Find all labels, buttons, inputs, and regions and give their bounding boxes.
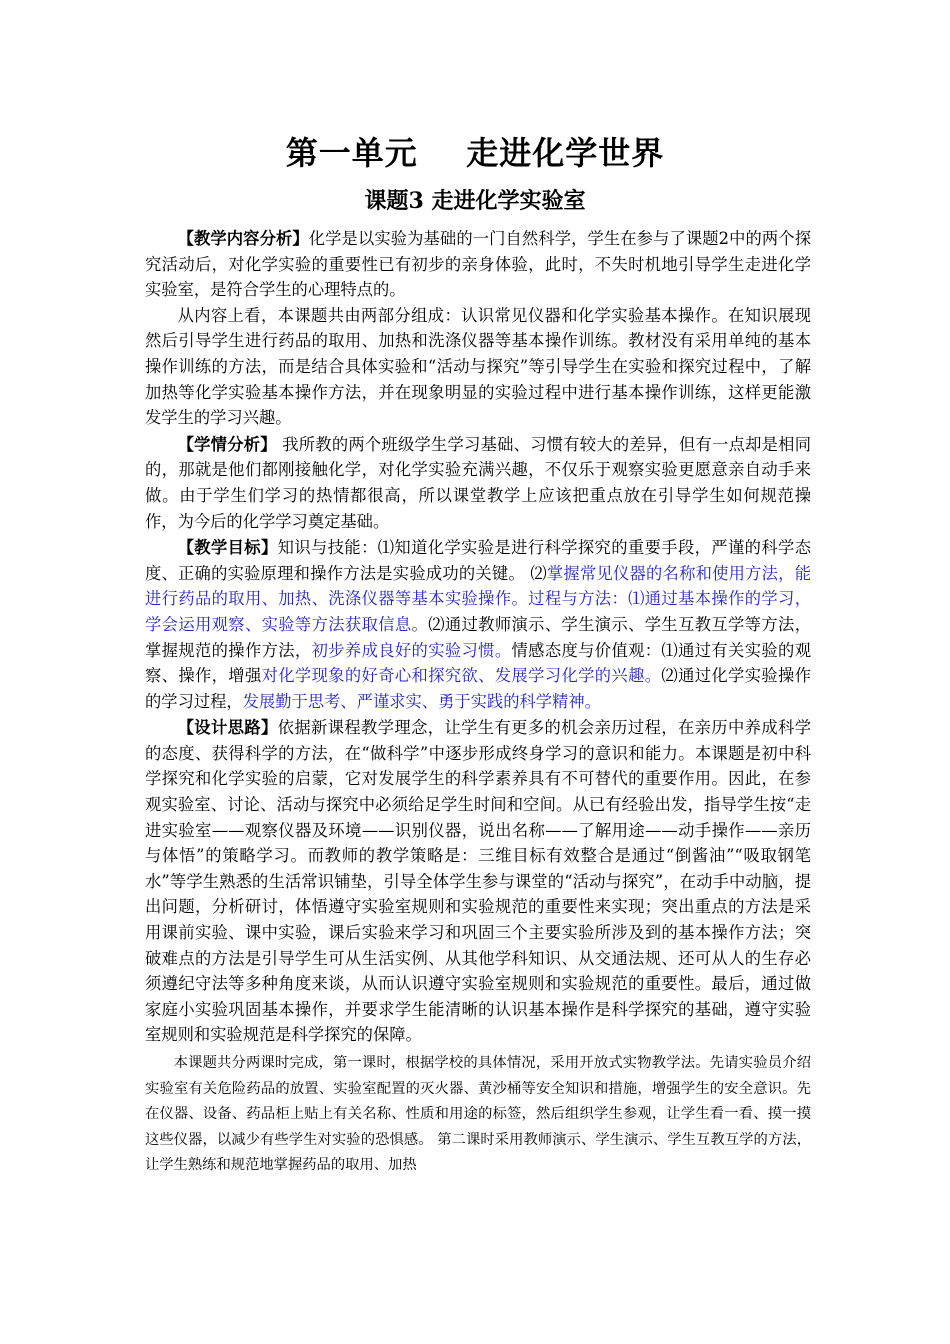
section-label-teaching-goals: 【教学目标】 — [177, 538, 278, 558]
goals-text-3: ⑵通过教师演示、学生演示、学生互教互学等方法，掌握规范的操作方法， — [145, 614, 811, 660]
design-ideas-text: 依据新课程教学理念，让学生有更多的机会亲历过程，在亲历中养成科学的态度、获得科学的方法，在“做科学”中逐步形成终身学习的意识和能力。本课题是初中科学探究和化学实验的启蒙，它对发展学生的科学素养具有不可替代的重要作用。因此，在参观实验室、讨论、活动与探究中必须给足学生时间和空间。从已有经验出发，指导学生按“走进实验室——观察仪器及环境——识别仪器，说出名称——了解用途——动手操作——亲历与体悟”的策略学习。而教师的教学策略是：三维目标有效整合是通过“倒酱油”“吸取钢笔水”等学生熟悉的生活常识铺垫，引导全体学生参与课堂的“活动与探究”，在动手中动脑，提出问题，分析研讨，体悟遵守实验室规则和实验规范的重要性来实现；突出重点的方法是采用课前实验、课中实验，课后实验来学习和巩固三个主要实验所涉及到的基本操作方法；突破难点的方法是引导学生可从生活实例、从其他学科知识、从交通法规、还可从人的生存必须遵纪守法等多种角度来谈，从而认识遵守实验室规则和实验规范的重要性。最后，通过做家庭小实验巩固基本操作，并要求学生能清晰的认识基本操作是科学探究的基础，遵守实验室规则和实验规范是科学探究的保障。 — [145, 718, 811, 1045]
content-overview-text: 从内容上看，本课题共由两部分组成：认识常见仪器和化学实验基本操作。在知识展现然后引导学生进行药品的取用、加热和洗涤仪器等基本操作训练。教材没有采用单纯的基本操作训练的方法，而是结合具体实验和“活动与探究”等引导学生在实验和探究过程中，了解加热等化学实验基本操作方法，并在现象明显的实验过程中进行基本操作训练，这样更能激发学生的学习兴趣。 — [145, 305, 811, 428]
unit-title: 第一单元 走进化学世界 — [285, 134, 665, 172]
paragraph-design-ideas — [145, 715, 811, 1048]
paragraph-lesson-schedule — [145, 1051, 811, 1179]
section-label-student-analysis: 【学情分析】 — [177, 434, 277, 454]
lesson-title: 课题3 走进化学实验室 — [364, 188, 586, 214]
goals-text-5: 情感态度与价值观：⑴通过有关实验的观察、操作，增强 — [145, 640, 811, 686]
paragraph-teaching-goals — [145, 535, 811, 714]
student-analysis-text: 我所教的两个班级学生学习基础、习惯有较大的差异，但有一点却是相同的，那就是他们都刚接触化学，对化学实验充满兴趣，不仅乐于观察实验更愿意亲自动手来做。由于学生们学习的热情都很高，所以课堂教学上应该把重点放在引导学生如何规范操作，为今后的化学学习奠定基础。 — [145, 434, 811, 531]
paragraph-content-analysis — [145, 226, 811, 303]
goals-text-6-highlight: 对化学现象的好奇心和探究欲、发展学习化学的兴趣。 — [261, 666, 662, 686]
section-label-content-analysis: 【教学内容分析】 — [177, 229, 309, 248]
paragraph-content-overview — [145, 303, 811, 431]
goals-text-4-highlight: 初步养成良好的实验习惯。 — [311, 640, 512, 660]
content-analysis-text: 化学是以实验为基础的一门自然科学，学生在参与了课题2中的两个探究活动后，对化学实验的重要性已有初步的亲身体验，此时，不失时机地引导学生走进化学实验室，是符合学生的心理特点的。 — [145, 229, 811, 300]
goals-text-8-highlight: 发展勤于思考、严谨求实、勇于实践的科学精神。 — [242, 691, 601, 711]
goals-text-7: ⑵通过化学实验操作的学习过程， — [145, 666, 811, 711]
goals-text-1: 知识与技能：⑴知道化学实验是进行科学探究的重要手段，严谨的科学态度、正确的实验原理和操作方法是实验成功的关键。 ⑵ — [145, 538, 811, 583]
paragraph-student-analysis — [145, 432, 811, 534]
section-label-design-ideas: 【设计思路】 — [177, 718, 278, 738]
goals-text-2-highlight: 掌握常见仪器的名称和使用方法，能进行药品的取用、加热、洗涤仪器等基本实验操作。过程与方法：⑴通过基本操作的学习，学会运用观察、实验等方法获取信息。 — [145, 563, 811, 634]
document-body — [145, 226, 811, 1179]
lesson-schedule-text: 本课题共分两课时完成，第一课时，根据学校的具体情况，采用开放式实物教学法。先请实验员介绍实验室有关危险药品的放置、实验室配置的灭火器、黄沙桶等安全知识和措施，增强学生的安全意识。先在仪器、设备、药品柜上贴上有关名称、性质和用途的标签，然后组织学生参观，让学生看一看、摸一摸这些仪器，以减少有些学生对实验的恐惧感。 第二课时采用教师演示、学生演示、学生互教互学的方法，让学生熟练和规范地掌握药品的取用、加热 — [145, 1055, 811, 1174]
